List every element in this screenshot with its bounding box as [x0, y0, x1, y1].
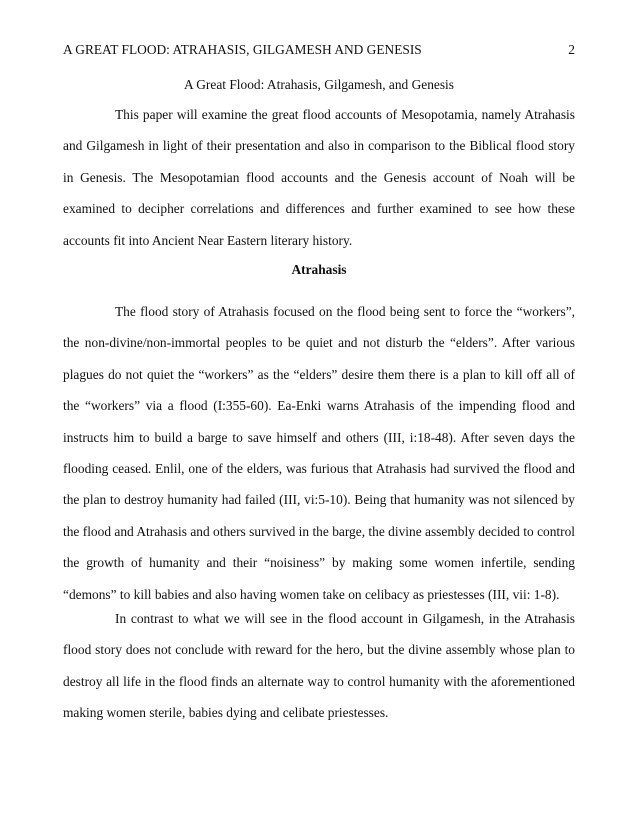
intro-paragraph: This paper will examine the great flood accounts of Mesopotamia, namely Atrahasis and Gilgamesh in light of their presentation and also in comparison to the Biblical flood story in Genesis. The Mesopotamian flood accounts and the Genesis account of Noah will be examined to decipher correlations and differences and further examined to see how these accounts fit into Ancient Near Eastern literary history.: [63, 107, 575, 248]
section-heading: Atrahasis: [291, 262, 347, 277]
document-title: A Great Flood: Atrahasis, Gilgamesh, and Genesis: [183, 77, 454, 92]
running-head-title: A GREAT FLOOD: ATRAHASIS, GILGAMESH AND GENESIS: [63, 42, 422, 57]
body-paragraph: The flood story of Atrahasis focused on the flood being sent to force the “workers”, the non-divine/non-immortal peoples to be quiet and not disturb the “elders”. After various plagues do not quiet the “workers” as the “elders” desire them there is a plan to kill off all of the “workers” via a flood (I:355-60). Ea-Enki warns Atrahasis of the impending flood and instructs him to build a barge to save himself and others (III, i:18-48). After seven days the flooding ceased. Enlil, one of the elders, was furious that Atrahasis had survived the flood and the plan to destroy humanity had failed (III, vi:5-10). Being that humanity was not silenced by the flood and Atrahasis and others survived in the barge, the divine assembly decided to control the growth of humanity and their “noisiness” by making some women infertile, sending “demons” to kill babies and also having women take on celibacy as priestesses (III, vii: 1-8).: [63, 304, 575, 602]
running-head: [63, 41, 575, 59]
body-paragraph: In contrast to what we will see in the flood account in Gilgamesh, in the Atrahasis flood story does not conclude with reward for the hero, but the divine assembly whose plan to destroy all life in the flood finds an alternate way to control humanity with the aforementioned making women sterile, babies dying and celibate priestesses.: [63, 611, 575, 721]
page-number: 2: [568, 42, 575, 57]
